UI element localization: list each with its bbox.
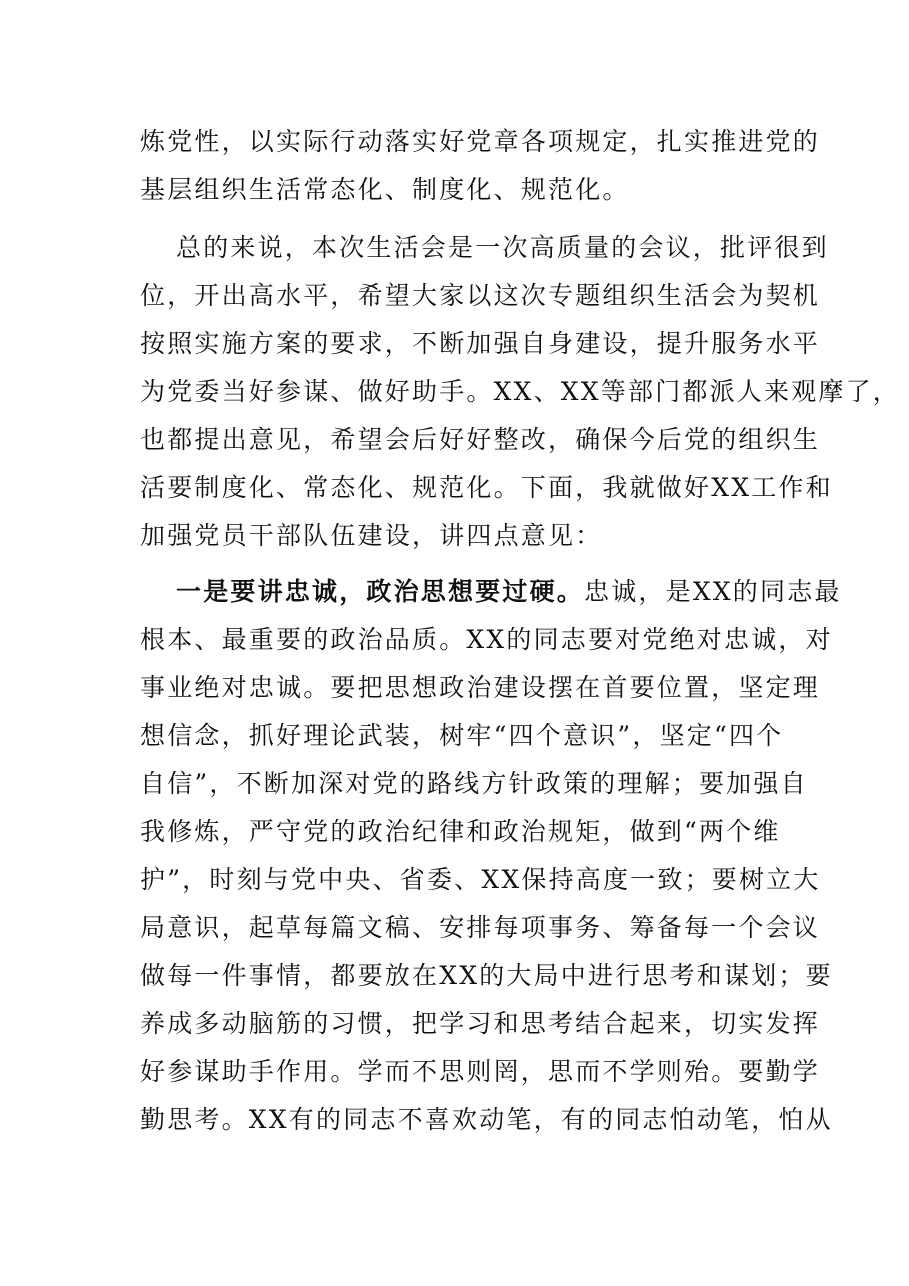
paragraph-2-line-4: 为党委当好参谋、做好助手。XX、XX等部门都派人来观摩了， bbox=[140, 377, 900, 406]
paragraph-3-line-9: 做每一件事情，都要放在XX的大局中进行思考和谋划；要 bbox=[140, 961, 833, 990]
paragraph-3-line-10: 养成多动脑筋的习惯，把学习和思考结合起来，切实发挥 bbox=[140, 1009, 821, 1038]
paragraph-2-line-6: 活要制度化、常态化、规范化。下面，我就做好XX工作和 bbox=[140, 473, 833, 502]
paragraph-3-line-12: 勤思考。XX有的同志不喜欢动笔，有的同志怕动笔，怕从 bbox=[140, 1105, 833, 1134]
paragraph-2-line-1: 总的来说，本次生活会是一次高质量的会议，批评很到 bbox=[176, 233, 829, 262]
paragraph-2-line-7: 加强党员干部队伍建设，讲四点意见： bbox=[140, 521, 603, 550]
paragraph-3-line-7: 护”，时刻与党中央、省委、XX保持高度一致；要树立大 bbox=[140, 865, 821, 894]
paragraph-2-line-5: 也都提出意见，希望会后好好整改，确保今后党的组织生 bbox=[140, 425, 821, 454]
paragraph-3-lead-heading: 一是要讲忠诚，政治思想要过硬。 bbox=[176, 577, 585, 606]
paragraph-3-line-2: 根本、最重要的政治品质。XX的同志要对党绝对忠诚，对 bbox=[140, 625, 833, 654]
paragraph-2-line-2: 位，开出高水平，希望大家以这次专题组织生活会为契机 bbox=[140, 281, 821, 310]
paragraph-3-line-4: 想信念，抓好理论武装，树牢“四个意识”，坚定“四个 bbox=[140, 721, 784, 750]
paragraph-1-line-2: 基层组织生活常态化、制度化、规范化。 bbox=[140, 175, 630, 204]
paragraph-2-line-3: 按照实施方案的要求，不断加强自身建设，提升服务水平 bbox=[140, 329, 821, 358]
paragraph-3-line-1-rest: 忠诚，是XX的同志最 bbox=[584, 577, 842, 606]
paragraph-3-line-6: 我修炼，严守党的政治纪律和政治规矩，做到“两个维 bbox=[140, 817, 781, 846]
paragraph-3-line-1 bbox=[176, 570, 842, 614]
paragraph-3-line-3: 事业绝对忠诚。要把思想政治建设摆在首要位置，坚定理 bbox=[140, 673, 821, 702]
paragraph-3-line-8: 局意识，起草每篇文稿、安排每项事务、筹备每一个会议 bbox=[140, 913, 821, 942]
paragraph-3-line-5: 自信”，不断加深对党的路线方针政策的理解；要加强自 bbox=[140, 769, 808, 798]
paragraph-3-line-11: 好参谋助手作用。学而不思则罔，思而不学则殆。要勤学 bbox=[140, 1057, 821, 1086]
paragraph-1-line-1: 炼党性，以实际行动落实好党章各项规定，扎实推进党的 bbox=[140, 127, 821, 156]
